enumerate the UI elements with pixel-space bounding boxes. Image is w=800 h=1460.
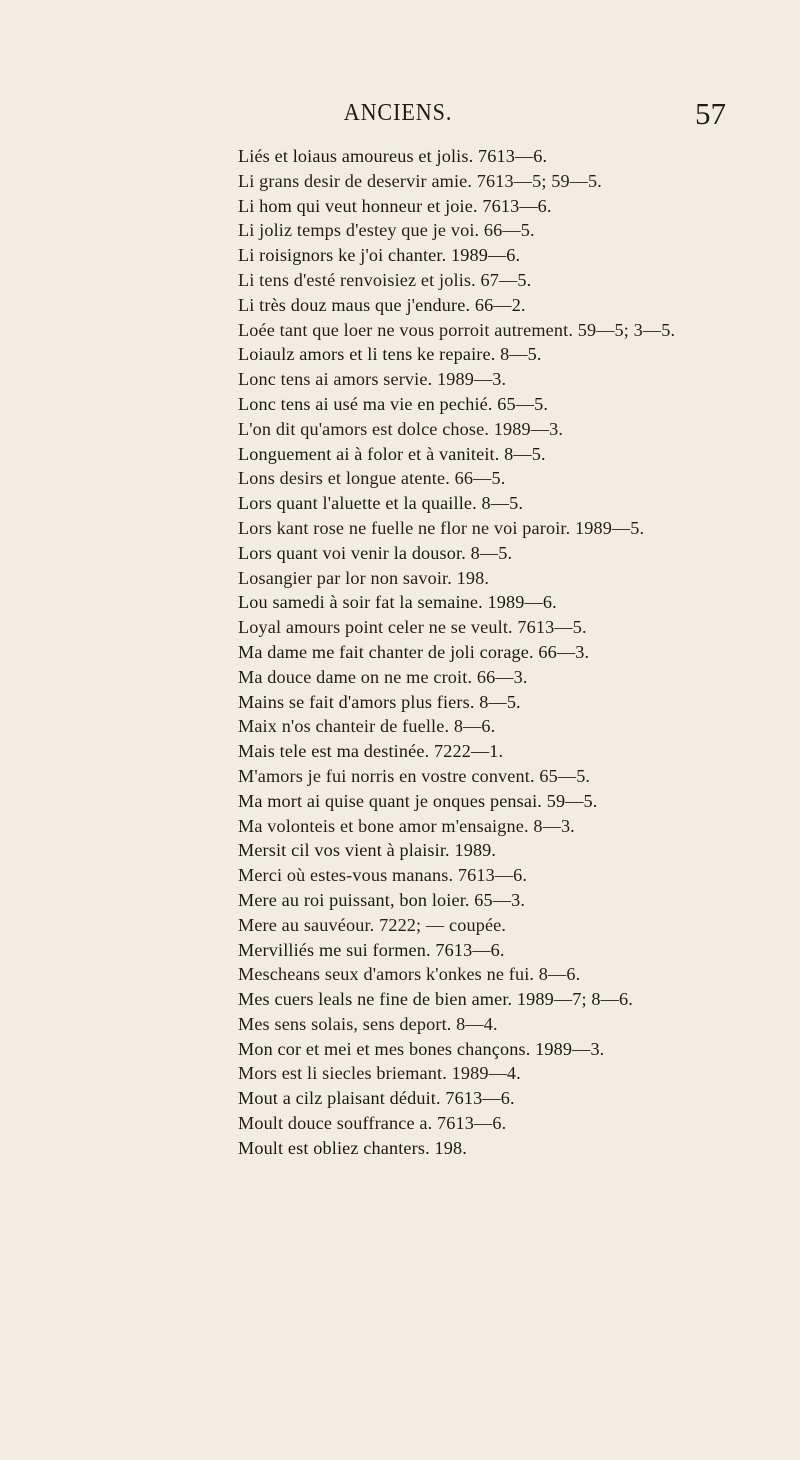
list-item: Liés et loiaus amoureus et jolis. 7613—6.	[238, 146, 548, 166]
list-item: Lonc tens ai amors servie. 1989—3.	[238, 369, 507, 390]
list-item: Lors quant voi venir la dousor. 8—5.	[238, 542, 513, 563]
list-item: Mervilliés me sui formen. 7613—6.	[238, 939, 505, 960]
list-item: Li tens d'esté renvoisiez et jolis. 67—5.	[238, 269, 532, 290]
list-item: Lons desirs et longue atente. 66—5.	[238, 468, 506, 489]
list-item: Maix n'os chanteir de fuelle. 8—6.	[238, 716, 496, 737]
list-item: Mescheans seux d'amors k'onkes ne fui. 8—6.	[238, 964, 581, 985]
page-header-title: ANCIENS.	[343, 100, 453, 126]
list-item: Li très douz maus que j'endure. 66—2.	[238, 294, 526, 315]
list-item: Merci où estes-vous manans. 7613—6.	[238, 865, 528, 886]
list-item: Mes sens solais, sens deport. 8—4.	[238, 1013, 498, 1034]
list-item: Loiaulz amors et li tens ke repaire. 8—5.	[238, 344, 542, 365]
list-item: Ma volonteis et bone amor m'ensaigne. 8—3.	[238, 815, 575, 836]
list-item: Ma mort ai quise quant je onques pensai. 59—5.	[238, 790, 598, 811]
list-item: Lou samedi à soir fat la semaine. 1989—6.	[238, 592, 557, 613]
list-item: Mais tele est ma destinée. 7222—1.	[238, 741, 504, 762]
list-item: Mains se fait d'amors plus fiers. 8—5.	[238, 691, 521, 712]
list-item: Losangier par lor non savoir. 198.	[238, 567, 490, 588]
list-item: Lonc tens ai usé ma vie en pechié. 65—5.	[238, 393, 549, 414]
list-item: Moult est obliez chanters. 198.	[238, 1137, 467, 1158]
list-item: Li grans desir de deservir amie. 7613—5; 59—5.	[238, 170, 602, 191]
list-item: Mes cuers leals ne fine de bien amer. 1989—7; 8—6.	[238, 989, 633, 1010]
list-item: Mere au roi puissant, bon loier. 65—3.	[238, 889, 526, 910]
list-item: Li joliz temps d'estey que je voi. 66—5.	[238, 220, 535, 241]
list-item: Mersit cil vos vient à plaisir. 1989.	[238, 840, 497, 861]
list-item: Loyal amours point celer ne se veult. 7613—5.	[238, 617, 587, 638]
song-index-list	[238, 144, 783, 1161]
list-item: Lors kant rose ne fuelle ne flor ne voi paroir. 1989—5.	[238, 517, 645, 538]
list-item: Loée tant que loer ne vous porroit autrement. 59—5; 3—5.	[238, 319, 676, 340]
list-item: Li roisignors ke j'oi chanter. 1989—6.	[238, 245, 521, 266]
list-item: Ma douce dame on ne me croit. 66—3.	[238, 666, 528, 687]
list-item: Ma dame me fait chanter de joli corage. 66—3.	[238, 641, 590, 662]
page-number: 57	[695, 96, 726, 131]
list-item: Mere au sauvéour. 7222; — coupée.	[238, 914, 507, 935]
list-item: Moult douce souffrance a. 7613—6.	[238, 1113, 507, 1134]
list-item: Mors est li siecles briemant. 1989—4.	[238, 1063, 521, 1084]
list-item: Mout a cilz plaisant déduit. 7613—6.	[238, 1088, 515, 1109]
list-item: Longuement ai à folor et à vaniteit. 8—5.	[238, 443, 546, 464]
list-item: L'on dit qu'amors est dolce chose. 1989—3.	[238, 418, 564, 439]
list-item: Li hom qui veut honneur et joie. 7613—6.	[238, 195, 552, 216]
list-item: Lors quant l'aluette et la quaille. 8—5.	[238, 493, 524, 514]
list-item: Mon cor et mei et mes bones chançons. 1989—3.	[238, 1038, 605, 1059]
list-item: M'amors je fui norris en vostre convent. 65—5.	[238, 765, 591, 786]
